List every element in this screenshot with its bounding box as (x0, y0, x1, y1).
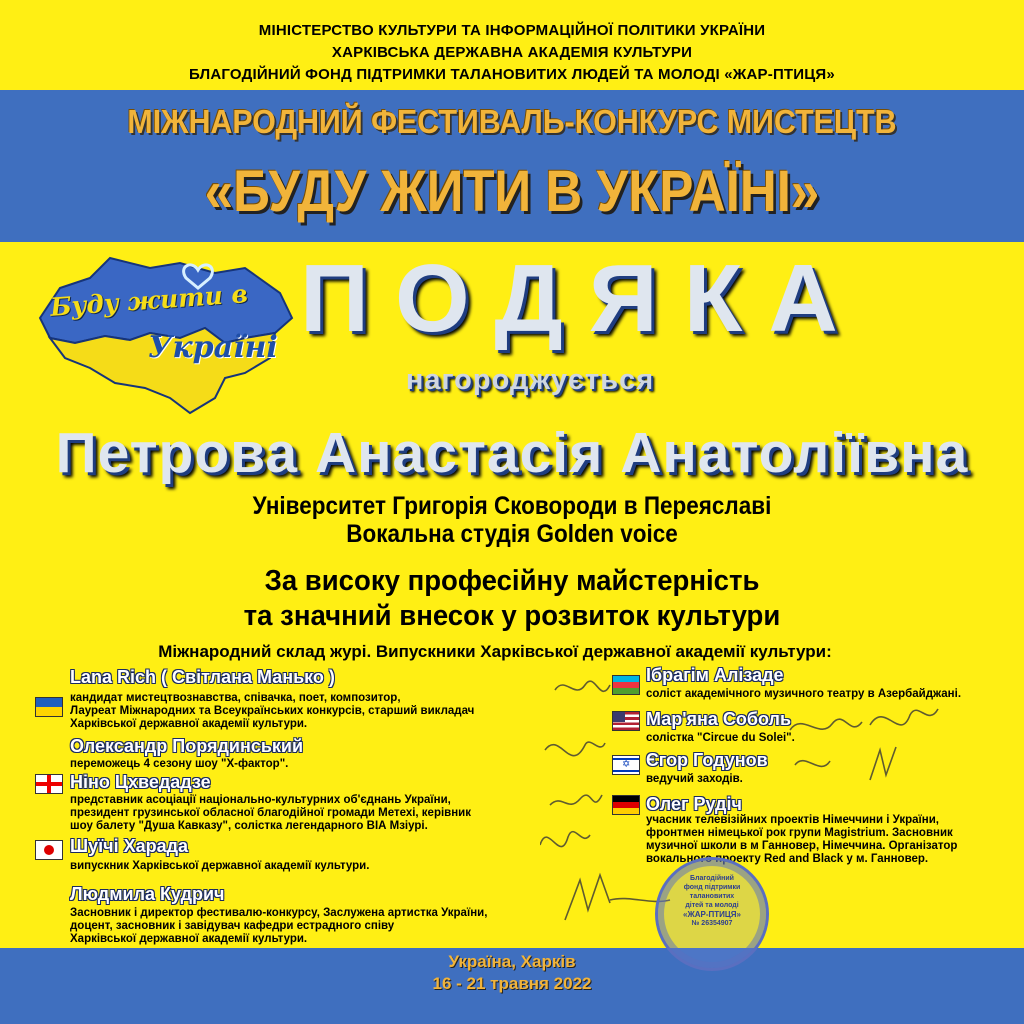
jury-member-name: Шуїчі Харада (70, 836, 189, 856)
stamp-line: Благодійний (690, 875, 734, 882)
institution-line-1: Університет Григорія Сковороди в Переяславі (252, 492, 772, 520)
reason-line-1: За високу професійну майстерність (264, 565, 760, 597)
festival-logo (30, 248, 300, 418)
jury-member-desc: соліст академічного музичного театру в Азербайджані. (646, 688, 962, 700)
footer-dates: 16 - 21 травня 2022 (432, 974, 592, 993)
org-line-ministry: МІНІСТЕРСТВО КУЛЬТУРИ ТА ІНФОРМАЦІЙНОЇ ПОЛІТИКИ УКРАЇНИ (258, 22, 766, 39)
jury-member-desc: солістка "Circue du Solei". (646, 732, 795, 744)
ukraine-flag-icon (35, 697, 63, 717)
stamp-line: дітей та молоді (685, 902, 739, 909)
jury-member-name: Ніно Цхведадзе (70, 772, 211, 792)
logo-text-line1: Буду жити в (49, 279, 249, 322)
jury-member-name: Ібрагім Алізаде (646, 665, 784, 685)
jury-member-name: Lana Rich ( Світлана Манько ) (70, 667, 335, 687)
awarded-label: нагороджується (405, 364, 655, 396)
jury-member-desc: переможець 4 сезону шоу "Х-фактор". (70, 758, 289, 770)
institution-line-2: Вокальна студія Golden voice (346, 520, 678, 548)
germany-flag-icon (612, 795, 640, 815)
stamp-line: талановитих (689, 893, 735, 900)
jury-member-desc: представник асоціації національно-культурних об'єднань України, президент грузинської обласної благодійної громади Метехі, керівник шоу балету "Душа Кавказу", солістка легендарного ВІА Мзіурі. (70, 794, 472, 832)
reason-line-2: та значний внесок у розвиток культури (243, 600, 781, 632)
jury-member-desc: Засновник і директор фестивалю-конкурсу, Заслужена артистка України, доцент, засновник і завідувач кафедри естрадного співу Харківської державної академії культури. (70, 907, 488, 945)
stamp-line: «ЖАР-ПТИЦЯ» (683, 910, 741, 919)
logo-text-line2: Україні (148, 330, 278, 365)
jury-member-name: Єгор Годунов (646, 750, 768, 770)
recipient-name: Петрова Анастасія Анатоліївна (55, 421, 969, 485)
jury-member-desc: учасник телевізійних проектів Німеччини і України, фронтмен німецької рок групи Magistrium. Засновник музичної школи в м Ганновер, Німеччина. Організатор вокального проекту Red and Black у м. Ганновер. (646, 814, 958, 865)
festival-name: «БУДУ ЖИТИ В УКРАЇНІ» (204, 159, 820, 224)
usa-flag-icon (612, 711, 640, 731)
jury-member-desc: ведучий заходів. (646, 773, 743, 785)
festival-title: МІЖНАРОДНИЙ ФЕСТИВАЛЬ-КОНКУРС МИСТЕЦТВ (127, 103, 897, 140)
footer-place: Україна, Харків (448, 952, 576, 971)
jury-member-desc: кандидат мистецтвознавства, співачка, поет, композитор, Лауреат Міжнародних та Всеукраїнських конкурсів, старший викладач Харківської державної академії культури. (70, 692, 475, 730)
japan-flag-icon (35, 840, 63, 860)
org-line-foundation: БЛАГОДІЙНИЙ ФОНД ПІДТРИМКИ ТАЛАНОВИТИХ ЛЮДЕЙ ТА МОЛОДІ «ЖАР-ПТИЦЯ» (189, 66, 835, 83)
stamp-line: № 26354907 (691, 920, 733, 927)
georgia-flag-icon (35, 774, 63, 794)
org-line-academy: ХАРКІВСЬКА ДЕРЖАВНА АКАДЕМІЯ КУЛЬТУРИ (331, 44, 693, 61)
jury-title: Міжнародний склад журі. Випускники Харківської державної академії культури: (158, 642, 832, 661)
jury-member-name: Олег Рудіч (646, 794, 742, 814)
jury-member-name: Людмила Кудрич (70, 884, 225, 904)
azerbaijan-flag-icon (612, 675, 640, 695)
israel-flag-icon: ✡ (612, 755, 640, 775)
jury-member-name: Мар'яна Соболь (646, 709, 792, 729)
certificate-title: ПОДЯКА (300, 245, 864, 352)
jury-member-desc: випускник Харківської державної академії культури. (70, 860, 370, 872)
stamp-line: фонд підтримки (683, 884, 741, 891)
jury-member-name: Олександр Порядинський (70, 736, 304, 756)
